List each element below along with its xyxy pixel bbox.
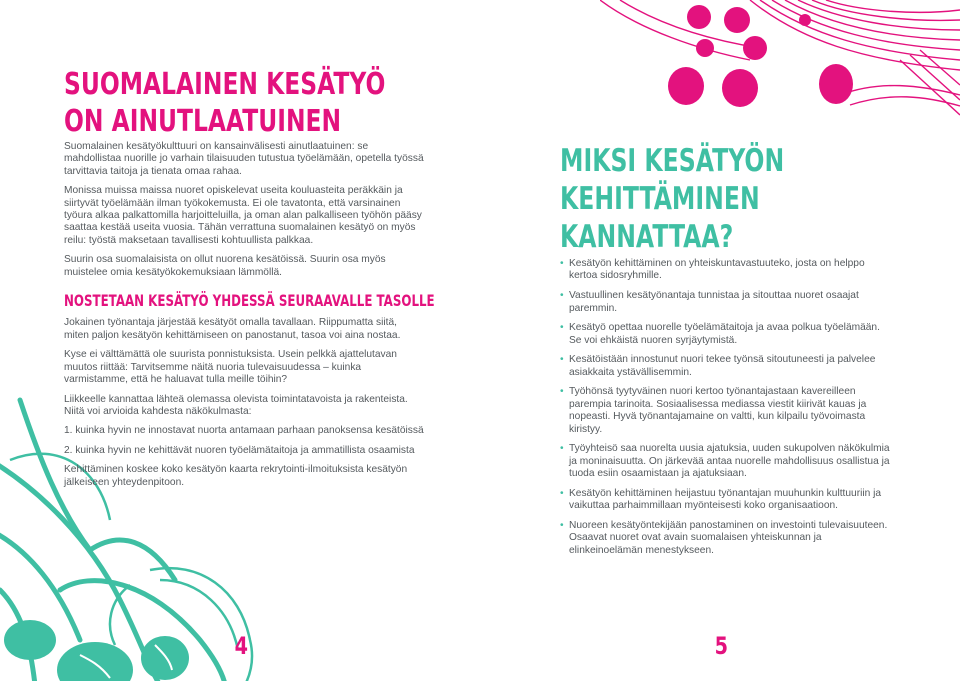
left-page-title — [64, 66, 385, 140]
page-number: 5 — [714, 632, 729, 660]
paragraph: Monissa muissa maissa nuoret opiskelevat useita kouluasteita peräkkäin ja siirtyvät työelämään ilman työkokemusta. Ei ole tavatonta, että varsinainen työura alkaa palkattomilla harjoitteluilla, ja oman alan palkalliseen työhön pääsy saattaa kestää useita vuosia. Tähän verrattuna suomalainen kesätyö on myös reilu: työstä maksetaan tavallisesti kohtuullista palkkaa. — [64, 185, 422, 246]
paragraph: Jokainen työnantaja järjestää kesätyöt omalla tavallaan. Riippumatta siitä, miten paljon kesätyön kehittämiseen on panostanut, tasoa voi aina nostaa. — [64, 317, 401, 341]
paragraph: Suomalainen kesätyökulttuuri on kansainvälisesti ainutlaatuinen: se mahdollistaa nuorille jo varhain tilaisuuden tutustua työelämään, opetella työssä tarvittavia taitoja ja tienata omaa rahaa. — [64, 141, 424, 177]
list-item: • Kesätyö opettaa nuorelle työelämätaitoja ja avaa polkua työelämään. Se voi ehkäistä nuoren syrjäytymistä. — [560, 322, 890, 347]
title-line: KANNATTAA? — [560, 219, 734, 255]
list-item: • Nuoreen kesätyöntekijään panostaminen on investointi tulevaisuuteen. Osaavat nuoret ovat avain suomalaisen yhteiskunnan ja elinkeinoelämän menestykseen. — [560, 520, 890, 557]
paragraph: Kehittäminen koskee koko kesätyön kaarta rekrytointi-ilmoituksista kesätyön jälkeiseen yhteydenpitoon. — [64, 464, 408, 488]
right-page — [480, 0, 960, 681]
list-item: • Työyhteisö saa nuorelta uusia ajatuksia, uuden sukupolven näkökulmia ja moninaisuutta. On järkevää antaa nuorelle mahdollisuus osallistua ja tuoda esiin osaamistaan ja ajatuksiaan. — [560, 443, 890, 480]
paragraph: Liikkeelle kannattaa lähteä olemassa olevista toimintatavoista ja rakenteista. Niitä voi arvioida kahdesta näkökulmasta: — [64, 393, 408, 417]
benefits-list — [560, 258, 890, 565]
list-item: • Kesätyön kehittäminen on yhteiskuntavastuuteko, josta on helppo kertoa sidosryhmille. — [560, 258, 890, 283]
title-line: KEHITTÄMINEN — [560, 181, 760, 217]
title-line: SUOMALAINEN KESÄTYÖ — [64, 67, 386, 102]
section-subheading: NOSTETAAN KESÄTYÖ YHDESSÄ SEURAAVALLE TASOLLE — [64, 291, 435, 311]
list-item: • Kesätöistään innostunut nuori tekee työnsä sitoutuneesti ja palvelee asiakkaita ystävällisemmin. — [560, 354, 890, 379]
paragraph: Suurin osa suomalaisista on ollut nuorena kesätöissä. Suurin osa myös muistelee omia kesätyökokemuksiaan lämmöllä. — [64, 254, 386, 278]
list-item: • Työhönsä tyytyväinen nuori kertoo työnantajastaan kavereilleen parempia tarinoita. Sosiaalisessa mediassa viestit kiirivät kauas ja nopeasti. Hyvä työnantajamaine on valtti, kun kilpailu työvoimasta kiristyy. — [560, 386, 890, 436]
left-body-text — [64, 141, 435, 496]
paragraph: Kyse ei välttämättä ole suurista ponnistuksista. Usein pelkkä ajattelutavan muutos riittää: Tarvitsemme näitä nuoria tulevaisuudessa – kuinka varmistamme, että he haluavat tulla meille töihin? — [64, 349, 397, 386]
right-page-title — [560, 142, 784, 256]
paragraph: 2. kuinka hyvin ne kehittävät nuoren työelämätaitoja ja ammatillista osaamista — [64, 444, 415, 456]
title-line: ON AINUTLAATUINEN — [64, 104, 342, 139]
title-line: MIKSI KESÄTYÖN — [560, 143, 785, 179]
pink-berries-illustration-icon — [600, 0, 960, 120]
list-item: • Vastuullinen kesätyönantaja tunnistaa ja sitouttaa nuoret osaajat paremmin. — [560, 290, 890, 315]
list-item: • Kesätyön kehittäminen heijastuu työnantajan muuhunkin kulttuuriin ja vaikuttaa parhaimmillaan myönteisesti koko organisaatioon. — [560, 488, 890, 513]
page-number: 4 — [234, 632, 249, 660]
paragraph: 1. kuinka hyvin ne innostavat nuorta antamaan parhaan panoksensa kesätöissä — [64, 425, 424, 437]
